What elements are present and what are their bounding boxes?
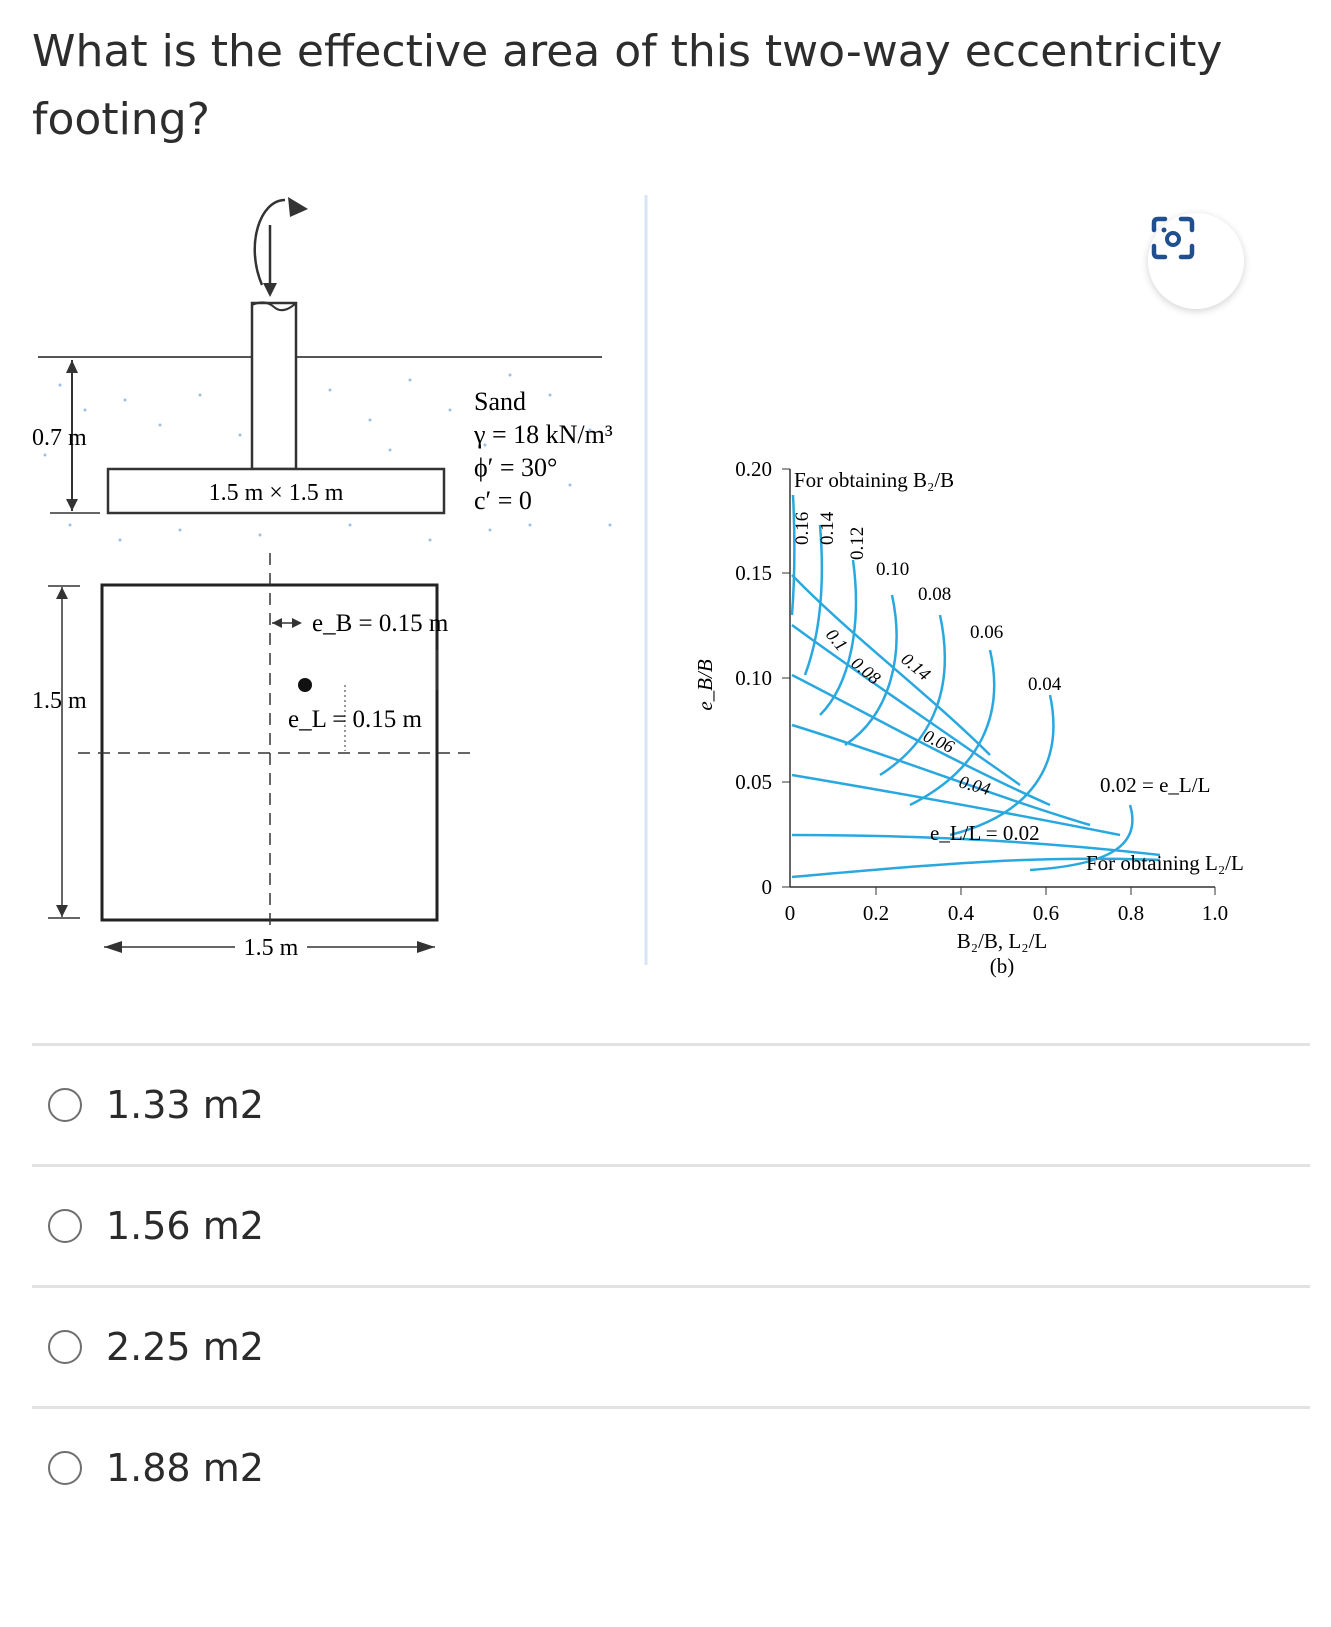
x-tick: 0.4 (947, 901, 975, 925)
depth-label: 0.7 m (32, 425, 87, 451)
upper-title: For obtaining B₂/B (794, 468, 955, 492)
lower-title: For obtaining L₂/L (1086, 851, 1244, 875)
x-tick: 0.6 (1032, 901, 1060, 925)
width-label: 1.5 m (243, 935, 299, 961)
option-label: 1.33 m2 (106, 1083, 264, 1127)
x-axis-label: B₂/B, L₂/L (956, 929, 1048, 953)
chart-panel (693, 457, 1244, 978)
y-tick: 0.20 (735, 457, 772, 481)
eB-label: e_B = 0.15 m (312, 610, 449, 637)
curve-label: 0.12 (847, 526, 868, 560)
y-tick: 0.05 (735, 770, 772, 794)
option-4[interactable] (32, 1409, 1310, 1527)
curve-label: 0.14 (897, 648, 935, 685)
radio-button[interactable] (48, 1451, 82, 1485)
curve-label: 0.08 (918, 584, 952, 605)
curve-label: 0.06 (920, 725, 958, 757)
option-label: 2.25 m2 (106, 1325, 264, 1369)
answer-options (32, 1043, 1310, 1527)
curve-label: 0.06 (970, 622, 1004, 643)
radio-button[interactable] (48, 1209, 82, 1243)
part-label: (b) (989, 954, 1015, 978)
y-tick: 0.15 (735, 561, 772, 585)
curve-label: 0.04 (956, 771, 993, 800)
curve-label: 0.16 (792, 511, 813, 545)
question-figure (30, 195, 1280, 1015)
curve-label: 0.10 (876, 559, 910, 580)
y-tick: 0 (761, 875, 772, 899)
x-tick: 0.8 (1117, 901, 1145, 925)
curve-label: 0.14 (817, 511, 838, 545)
x-tick: 0 (784, 901, 796, 925)
cohesion-label: c′ = 0 (474, 486, 532, 515)
right-label: 0.02 = e_L/L (1100, 773, 1211, 797)
option-3[interactable] (32, 1288, 1310, 1406)
footing-size-label: 1.5 m × 1.5 m (208, 480, 344, 506)
column (252, 303, 296, 469)
radio-button[interactable] (48, 1088, 82, 1122)
phi-label: ϕ′ = 30° (474, 453, 558, 482)
y-tick: 0.10 (735, 666, 772, 690)
option-2[interactable] (32, 1167, 1310, 1285)
eL-label: e_L = 0.15 m (288, 706, 422, 733)
curves-b2 (792, 495, 1132, 870)
el-label: e_L/L = 0.02 (930, 821, 1040, 845)
radio-button[interactable] (48, 1330, 82, 1364)
question-text: What is the effective area of this two-way eccentricity footing? (32, 26, 1223, 145)
curve-label: 0.1 (821, 624, 852, 655)
option-1[interactable] (32, 1046, 1310, 1164)
length-label: 1.5 m (32, 688, 87, 714)
soil-name: Sand (474, 387, 526, 416)
y-axis-label: e_B/B (693, 659, 717, 711)
scan-button[interactable] (1148, 213, 1244, 309)
camera-scan-icon (1148, 213, 1198, 263)
load-point (298, 678, 312, 692)
curve-label: 0.08 (847, 652, 885, 689)
curve-label: 0.04 (1028, 674, 1062, 695)
option-label: 1.88 m2 (106, 1446, 264, 1490)
gamma-label: γ = 18 kN/m³ (474, 420, 613, 449)
option-label: 1.56 m2 (106, 1204, 264, 1248)
x-tick: 0.2 (862, 901, 890, 925)
x-tick: 1.0 (1201, 901, 1229, 925)
